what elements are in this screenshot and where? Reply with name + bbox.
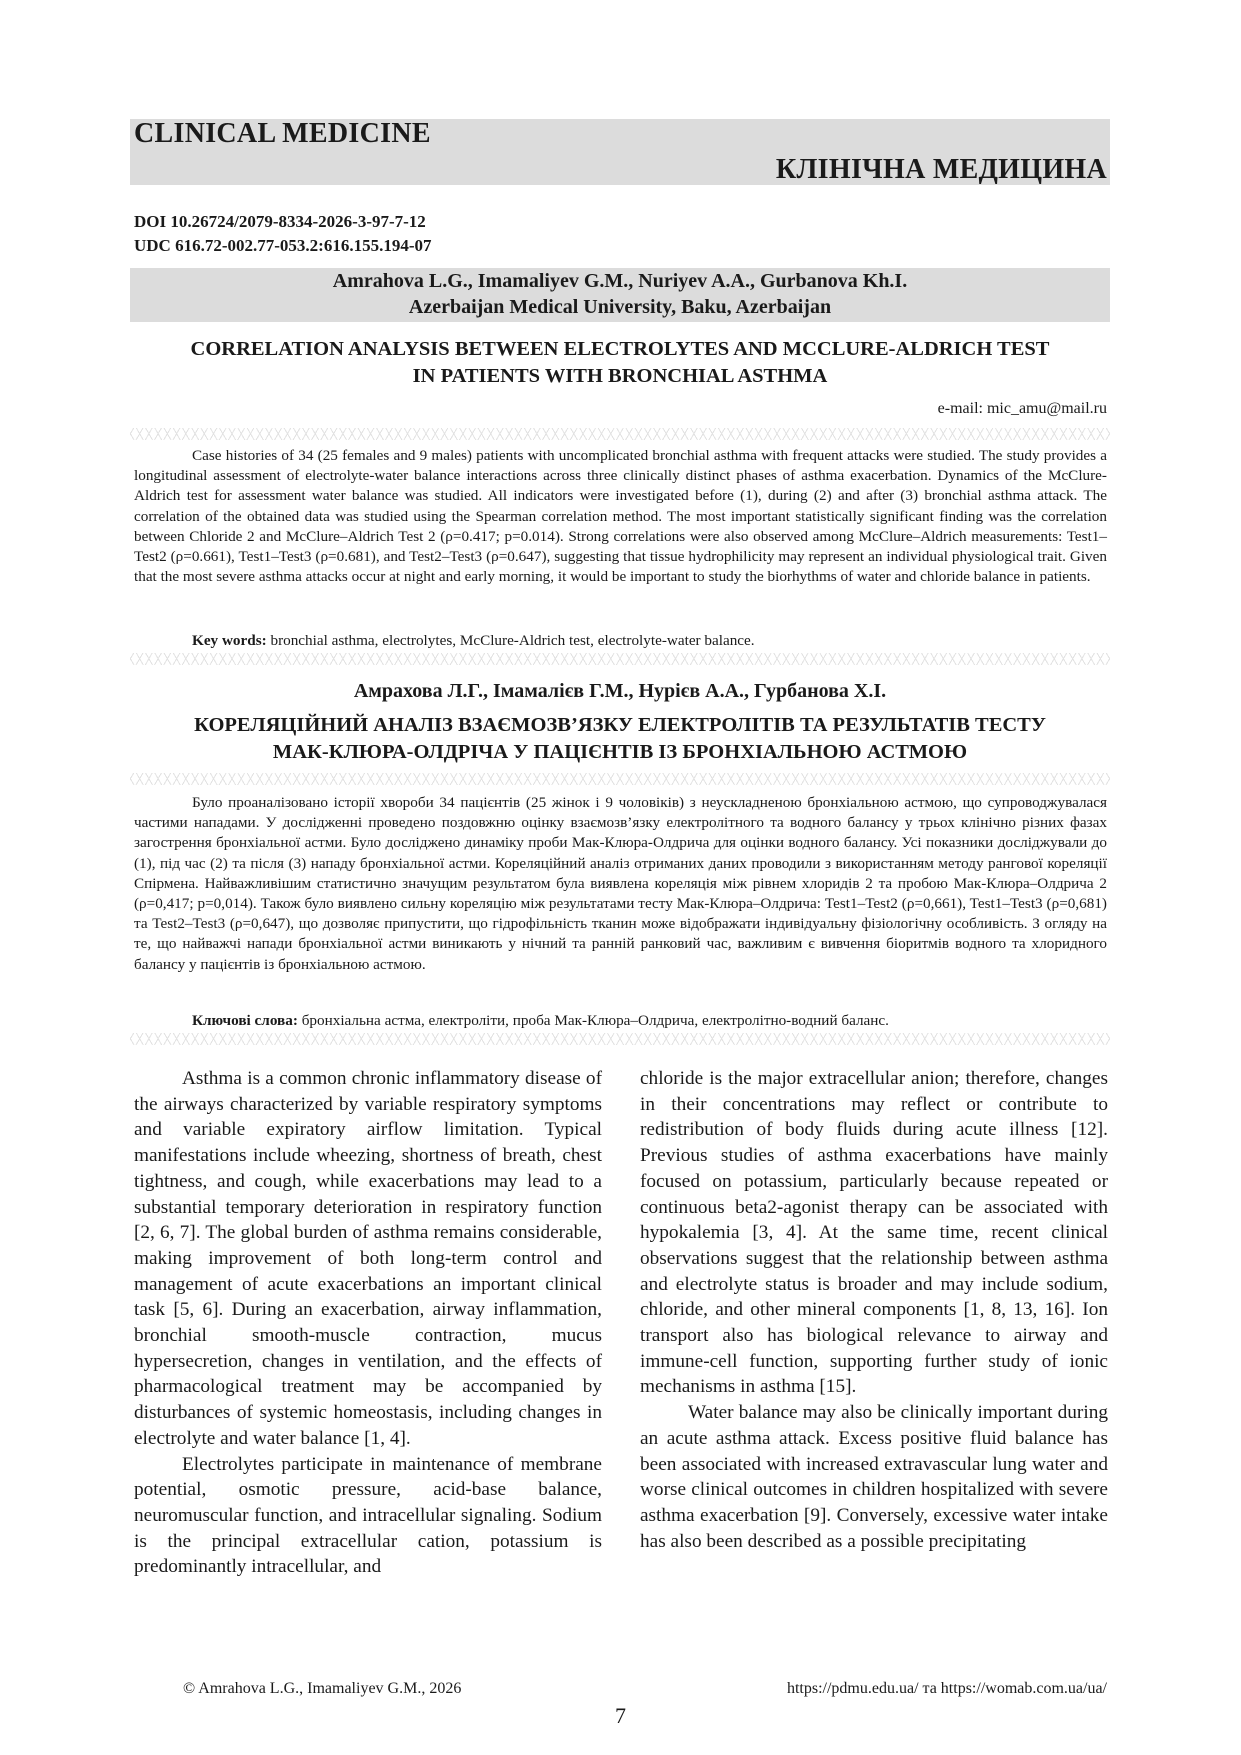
abstract-ua-divider-top	[130, 773, 1110, 785]
body-column-right	[640, 1066, 1108, 1554]
section-title-en: CLINICAL MEDICINE	[134, 118, 431, 149]
article-title-en	[130, 336, 1110, 390]
keywords-en-text: bronchial asthma, electrolytes, McClure-Aldrich test, electrolyte-water balance.	[266, 632, 755, 649]
body-paragraph: Asthma is a common chronic inflammatory disease of the airways characterized by variable respiratory symptoms and variable expiratory airflow limitation. Typical manifestations include wheezing, shortness of breath, chest tightness, and cough, while exacerbations may lead to a substantial temporary deterioration in respiratory function [2, 6, 7]. The global burden of asthma remains considerable, making improvement of both long-term control and management of acute exacerbations an important clinical task [5, 6]. During an exacerbation, airway inflammation, bronchial smooth-muscle contraction, mucus hypersecretion, changes in ventilation, and the effects of pharmacological treatment may be accompanied by disturbances of systemic homeostasis, including changes in electrolyte and water balance [1, 4].	[134, 1068, 602, 1449]
abstract-ua: Було проаналізовано історії хвороби 34 пацієнтів (25 жінок і 9 чоловіків) з неускладненою бронхіальною астмою, що супроводжувалася частими нападами. У дослідженні проведено поздовжню оцінку взаємозв’язку електролітного та водного балансу у трьох клінічно різних фазах загострення бронхіальної астми. Було досліджено динаміку проби Мак-Клюра-Олдрича для оцінки водного балансу. Усі показники досліджували до (1), під час (2) та після (3) нападу бронхіальної астми. Кореляційний аналіз отриманих даних проводили з використанням методу рангової кореляції Спірмена. Найважливішим статистично значущим результатом була виявлена кореляція між рівнем хлоридів 2 та пробою Мак-Клюра–Олдрича 2 (ρ=0,417; p=0,014). Також було виявлено сильну кореляцію між результатами тесту Мак-Клюра–Олдрича: Test1–Test2 (ρ=0,661), Test1–Test3 (ρ=0,681) та Test2–Test3 (ρ=0,647), що дозволяє припустити, що гідрофільність тканин може відображати індивідуальну фізіологічну особливість. З огляду на те, що найважчі напади бронхіальної астми виникають у нічний та ранній ранковий час, важливим є вивчення біоритмів водного та хлоридного балансу у пацієнтів із бронхіальною астмою.	[134, 794, 1107, 973]
keywords-en-label: Key words:	[192, 632, 267, 649]
journal-urls: https://pdmu.edu.ua/ та https://womab.com.ua/ua/	[786, 1680, 1107, 1697]
body-paragraph: chloride is the major extracellular anion; therefore, changes in their concentrations may reflect or contribute to redistribution of body fluids during acute illness [12]. Previous studies of asthma exacerbations have mainly focused on potassium, particularly because repeated or continuous beta2-agonist therapy can be associated with hypokalemia [3, 4]. At the same time, recent clinical observations suggest that the relationship between asthma and electrolyte status is broader and may include sodium, chloride, and other mineral components [1, 8, 13, 16]. Ion transport also has biological relevance to airway and immune-cell function, supporting further study of ionic mechanisms in asthma [15].	[640, 1068, 1108, 1398]
udc: UDC 616.72-002.77-053.2:616.155.194-07	[134, 236, 432, 255]
authors-en: Amrahova L.G., Imamaliyev G.M., Nuriyev A.A., Gurbanova Kh.I.	[332, 270, 908, 292]
article-title-ua-line2: МАК-КЛЮРА-ОЛДРІЧА У ПАЦІЄНТІВ ІЗ БРОНХІАЛЬНОЮ АСТМОЮ	[272, 741, 968, 763]
abstract-ua-divider-bottom	[130, 1033, 1110, 1045]
body-paragraph: Electrolytes participate in maintenance of membrane potential, osmotic pressure, acid-base balance, neuromuscular function, and intracellular signaling. Sodium is the principal extracellular cation, potassium is predominantly intracellular, and	[134, 1453, 602, 1578]
keywords-en	[192, 632, 755, 650]
abstract-divider-top	[130, 428, 1110, 440]
keywords-ua	[192, 1012, 889, 1030]
keywords-ua-text: бронхіальна астма, електроліти, проба Мак-Клюра–Олдрича, електролітно-водний баланс.	[297, 1012, 889, 1029]
body-column-left	[134, 1066, 602, 1580]
abstract-divider-bottom	[130, 653, 1110, 665]
contact-email: e-mail: mic_amu@mail.ru	[937, 400, 1107, 417]
affiliation-en: Azerbaijan Medical University, Baku, Azerbaijan	[408, 296, 832, 318]
authors-ua: Амрахова Л.Г., Імамалієв Г.М., Нурієв А.А., Гурбанова Х.І.	[353, 680, 887, 702]
article-title-en-line1: CORRELATION ANALYSIS BETWEEN ELECTROLYTES AND MCCLURE-ALDRICH TEST	[190, 338, 1050, 360]
article-title-ua	[130, 712, 1110, 766]
article-title-en-line2: IN PATIENTS WITH BRONCHIAL ASTHMA	[412, 365, 828, 387]
section-title-ua: КЛІНІЧНА МЕДИЦИНА	[775, 154, 1107, 185]
abstract-en: Case histories of 34 (25 females and 9 males) patients with uncomplicated bronchial asthma with frequent attacks were studied. The study provides a longitudinal assessment of electrolyte-water balance interactions across three clinically distinct phases of asthma exacerbation. Dynamics of the McClure-Aldrich test for assessment water balance was studied. All indicators were investigated before (1), during (2) and after (3) bronchial asthma attack. The correlation of the obtained data was studied using the Spearman correlation method. The most important statistically significant finding was the correlation between Chloride 2 and McClure–Aldrich Test 2 (ρ=0.417; p=0.014). Strong correlations were also observed among McClure–Aldrich measurements: Test1–Test2 (ρ=0.661), Test1–Test3 (ρ=0.681), and Test2–Test3 (ρ=0.647), suggesting that tissue hydrophilicity may represent an individual physiological trait. Given that the most severe asthma attacks occur at night and early morning, it would be important to study the biorhythms of water and chloride balance in patients.	[134, 447, 1107, 586]
doi: DOI 10.26724/2079-8334-2026-3-97-7-12	[134, 212, 426, 231]
article-title-ua-line1: КОРЕЛЯЦІЙНИЙ АНАЛІЗ ВЗАЄМОЗВ’ЯЗКУ ЕЛЕКТРОЛІТІВ ТА РЕЗУЛЬТАТІВ ТЕСТУ	[194, 714, 1046, 736]
keywords-ua-label: Ключові слова:	[192, 1012, 298, 1029]
page-number: 7	[615, 1703, 626, 1728]
body-paragraph: Water balance may also be clinically important during an acute asthma attack. Excess positive fluid balance has been associated with increased extravascular lung water and worse clinical outcomes in children hospitalized with severe asthma exacerbation [9]. Conversely, excessive water intake has also been described as a possible precipitating	[640, 1402, 1108, 1552]
copyright: © Amrahova L.G., Imamaliyev G.M., 2026	[183, 1680, 462, 1697]
